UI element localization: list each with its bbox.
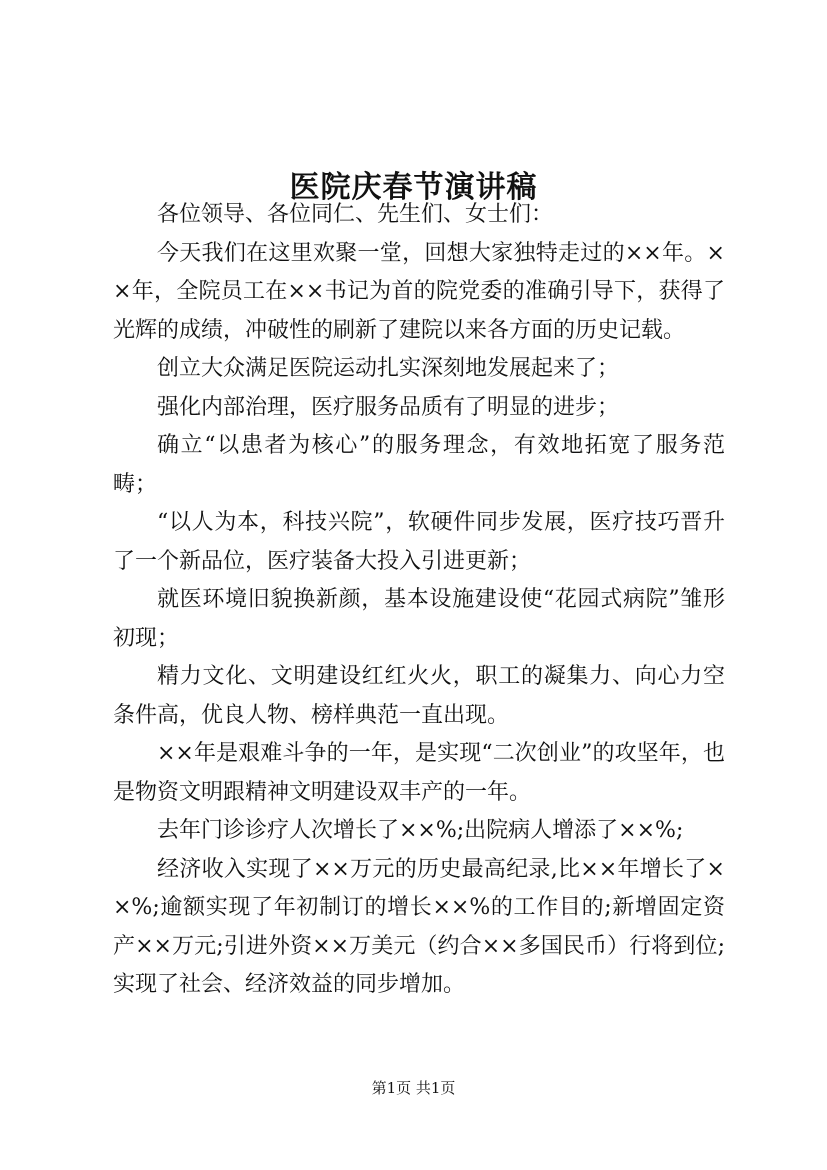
paragraph-statistics: 去年门诊诊疗人次增长了××%;出院病人增添了××%;: [157, 818, 684, 843]
document-title: 医院庆春节演讲稿: [289, 170, 538, 206]
paragraph-summary: ××年是艰难斗争的一年，是实现“二次创业”的攻坚年，也是物资文明跟精神文明建设双丰产的一年。: [113, 741, 725, 805]
document-body: [113, 196, 725, 1005]
paragraph-item: 就医环境旧貌换新颜，基本设施建设使“花园式病院”雏形初现；: [113, 587, 725, 651]
page-footer: 第1页 共1页: [371, 1079, 456, 1097]
paragraph-item: 确立“以患者为核心”的服务理念，有效地拓宽了服务范畴；: [113, 433, 725, 497]
paragraph-greeting: 各位领导、各位同仁、先生们、女士们：: [157, 202, 554, 227]
paragraph-economics: 经济收入实现了××万元的历史最高纪录,比××年增长了××%;逾额实现了年初制订的增长××%的工作目的;新增固定资产××万元;引进外资××万美元（约合××多国民币）行将到位;实现了社会、经济效益的同步增加。: [113, 856, 725, 997]
paragraph-opening: 今天我们在这里欢聚一堂，回想大家独特走过的××年。××年，全院员工在××书记为首的院党委的准确引导下，获得了光辉的成绩，冲破性的刷新了建院以来各方面的历史记载。: [113, 240, 725, 343]
paragraph-item: “以人为本，科技兴院”，软硬件同步发展，医疗技巧晋升了一个新品位，医疗装备大投入引进更新；: [113, 510, 725, 574]
paragraph-item: 创立大众满足医院运动扎实深刻地发展起来了；: [157, 356, 620, 381]
paragraph-item: 强化内部治理，医疗服务品质有了明显的进步；: [157, 394, 620, 420]
paragraph-item: 精力文化、文明建设红红火火，职工的凝集力、向心力空条件高，优良人物、榜样典范一直出现。: [113, 664, 725, 728]
